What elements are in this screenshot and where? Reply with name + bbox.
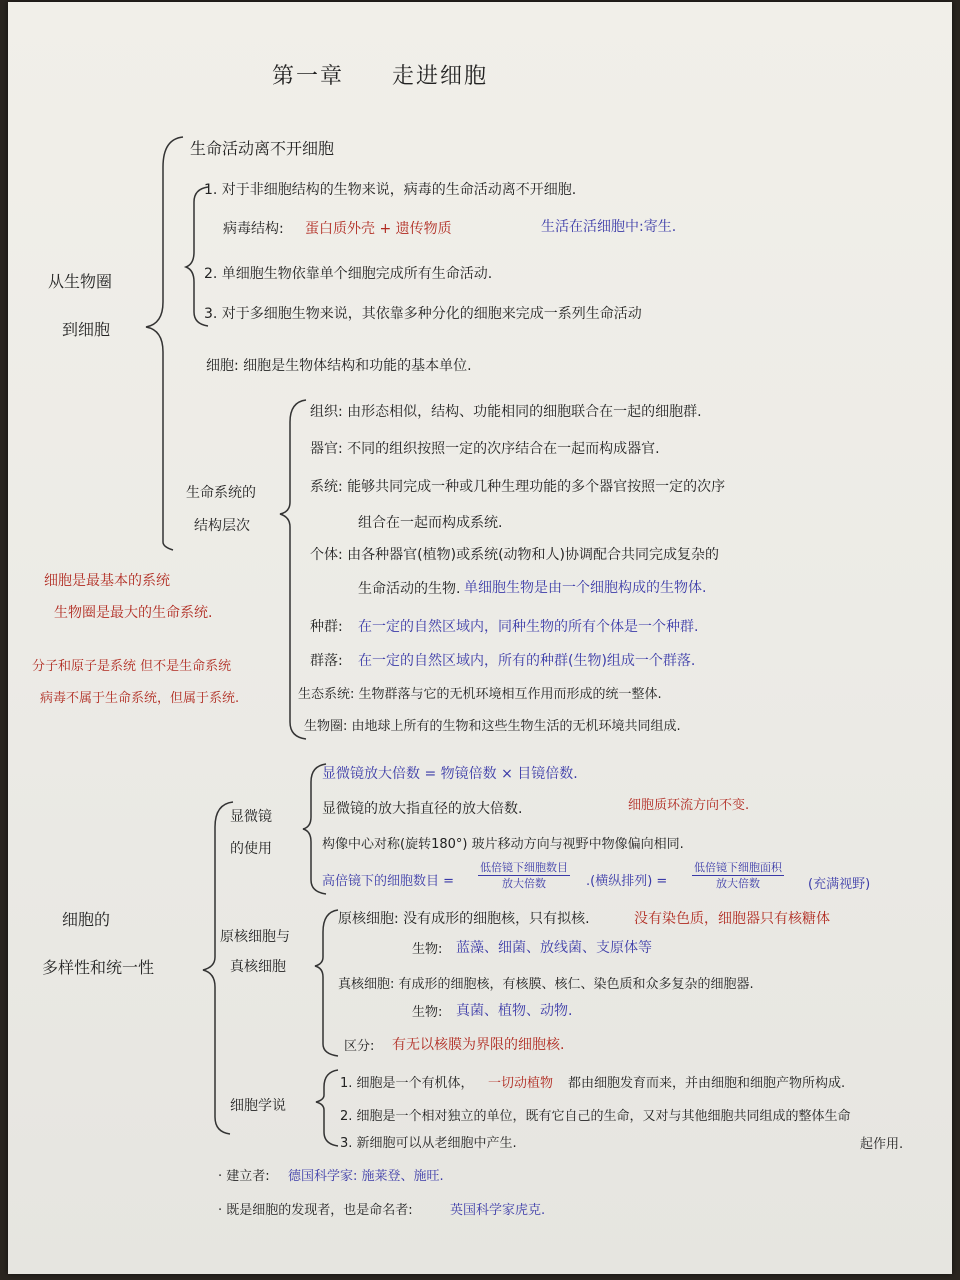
eukaryote-organisms-label: 生物: (412, 1005, 443, 1020)
prokaryote-organelles: 没有染色质，细胞器只有核糖体 (634, 911, 830, 927)
life-heading: 生命活动离不开细胞 (190, 139, 335, 158)
point-2: 2. 单细胞生物依靠单个细胞完成所有生命活动. (204, 266, 493, 282)
brace-cell-types (315, 910, 338, 1056)
section2-label-line2: 多样性和统一性 (42, 958, 155, 977)
theory-point-2-line1: 2. 细胞是一个相对独立的单位，既有它自己的生命，又对与其他细胞共同组成的整体生命 (340, 1109, 851, 1124)
prokaryote-organisms: 蓝藻、细菌、放线菌、支原体等 (456, 940, 652, 956)
microscope-cell-count-label: 高倍镜下的细胞数目 = (322, 874, 455, 889)
brace-diversity (203, 802, 233, 1134)
theory-point-1a: 1. 细胞是一个有机体， (340, 1076, 474, 1091)
level-population-text: 在一定的自然区域内，同种生物的所有个体是一个种群. (358, 619, 699, 635)
eukaryote-organisms: 真菌、植物、动物. (456, 1003, 573, 1019)
section1-label-line2: 到细胞 (62, 320, 111, 339)
virus-live-note: 生活在活细胞中:寄生. (541, 219, 677, 235)
microscope-image-rule: 构像中心对称(旋转180°) 玻片移动方向与视野中物像偏向相同. (322, 837, 684, 852)
section1-label-line1: 从生物圈 (48, 272, 113, 291)
virus-struct-label: 病毒结构: (223, 221, 284, 237)
level-community-label: 群落: (310, 653, 343, 669)
note-molecules: 分子和原子是系统 但不是生命系统 (32, 659, 232, 674)
cell-definition: 细胞: 细胞是生物体结构和功能的基本单位. (206, 358, 472, 374)
microscope-flow-note: 细胞质环流方向不变. (628, 798, 750, 813)
eukaryote-description: 真核细胞: 有成形的细胞核，有核膜、核仁、染色质和众多复杂的细胞器. (338, 977, 754, 992)
fraction-cell-count-numerator: 低倍镜下细胞数目 (480, 861, 568, 874)
discoverer-label: · 既是细胞的发现者，也是命名者: (218, 1203, 413, 1218)
brace-from-biosphere (146, 137, 183, 550)
founder-names: 德国科学家: 施莱登、施旺. (288, 1169, 444, 1184)
microscope-label-line2: 的使用 (230, 841, 272, 857)
theory-point-3: 3. 新细胞可以从老细胞中产生. (340, 1136, 517, 1151)
theory-point-1b: 一切动植物 (488, 1076, 554, 1091)
level-system-line1: 系统: 能够共同完成一种或几种生理功能的多个器官按照一定的次序 (310, 479, 726, 495)
level-system-line2: 组合在一起而构成系统. (358, 515, 503, 531)
microscope-magnification: 显微镜放大倍数 = 物镜倍数 × 目镜倍数. (322, 766, 578, 782)
founder-label: · 建立者: (218, 1169, 270, 1184)
difference-text: 有无以核膜为界限的细胞核. (392, 1037, 565, 1053)
prokaryote-description: 原核细胞: 没有成形的细胞核，只有拟核. (338, 911, 590, 927)
cell-types-label-line1: 原核细胞与 (220, 929, 290, 945)
level-biosphere: 生物圈: 由地球上所有的生物和这些生物生活的无机环境共同组成. (304, 719, 681, 734)
level-ecosystem: 生态系统: 生物群落与它的无机环境相互作用而形成的统一整体. (298, 687, 662, 702)
chapter-title: 第一章 走进细胞 (272, 64, 489, 89)
level-individual-line1: 个体: 由各种器官(植物)或系统(动物和人)协调配合共同完成复杂的 (310, 547, 720, 563)
theory-point-2-line2: 起作用. (860, 1137, 904, 1152)
theory-point-1c: 都由细胞发育而来，并由细胞和细胞产物所构成. (568, 1076, 846, 1091)
prokaryote-organisms-label: 生物: (412, 942, 443, 957)
brace-cell-theory (316, 1070, 338, 1146)
note-largest-system: 生物圈是最大的生命系统. (54, 605, 213, 621)
difference-label: 区分: (344, 1039, 375, 1054)
microscope-label-line1: 显微镜 (230, 809, 272, 825)
point-1: 1. 对于非细胞结构的生物来说，病毒的生命活动离不开细胞. (204, 182, 577, 198)
fraction-cell-count (478, 862, 570, 889)
note-virus: 病毒不属于生命系统，但属于系统. (40, 691, 240, 706)
level-community-text: 在一定的自然区域内，所有的种群(生物)组成一个群落. (358, 653, 696, 669)
level-organ: 器官: 不同的组织按照一定的次序结合在一起而构成器官. (310, 441, 660, 457)
system-label-line2: 结构层次 (194, 518, 250, 534)
level-individual-line2a: 生命活动的生物. (358, 581, 461, 597)
microscope-cell-count-mid: .(横纵排列) = (586, 874, 668, 889)
level-individual-line2b: 单细胞生物是由一个细胞构成的生物体. (464, 580, 707, 596)
fraction-cell-area (692, 862, 784, 889)
system-label-line1: 生命系统的 (186, 485, 256, 501)
discoverer-name: 英国科学家虎克. (450, 1203, 546, 1218)
level-tissue: 组织: 由形态相似，结构、功能相同的细胞联合在一起的细胞群. (310, 404, 702, 420)
microscope-fill-view: (充满视野) (808, 877, 871, 892)
cell-types-label-line2: 真核细胞 (230, 959, 286, 975)
fraction-cell-area-numerator: 低倍镜下细胞面积 (694, 861, 782, 874)
virus-struct-value: 蛋白质外壳 + 遗传物质 (305, 221, 452, 237)
point-3: 3. 对于多细胞生物来说，其依靠多种分化的细胞来完成一系列生命活动 (204, 306, 642, 322)
cell-theory-label: 细胞学说 (230, 1098, 286, 1114)
fraction-cell-count-denominator: 放大倍数 (502, 877, 546, 890)
section2-label-line1: 细胞的 (62, 910, 111, 929)
fraction-cell-area-denominator: 放大倍数 (716, 877, 760, 890)
level-population-label: 种群: (310, 619, 343, 635)
microscope-diameter: 显微镜的放大指直径的放大倍数. (322, 801, 523, 817)
note-basic-system: 细胞是最基本的系统 (44, 573, 170, 589)
notebook-page (8, 2, 952, 1274)
